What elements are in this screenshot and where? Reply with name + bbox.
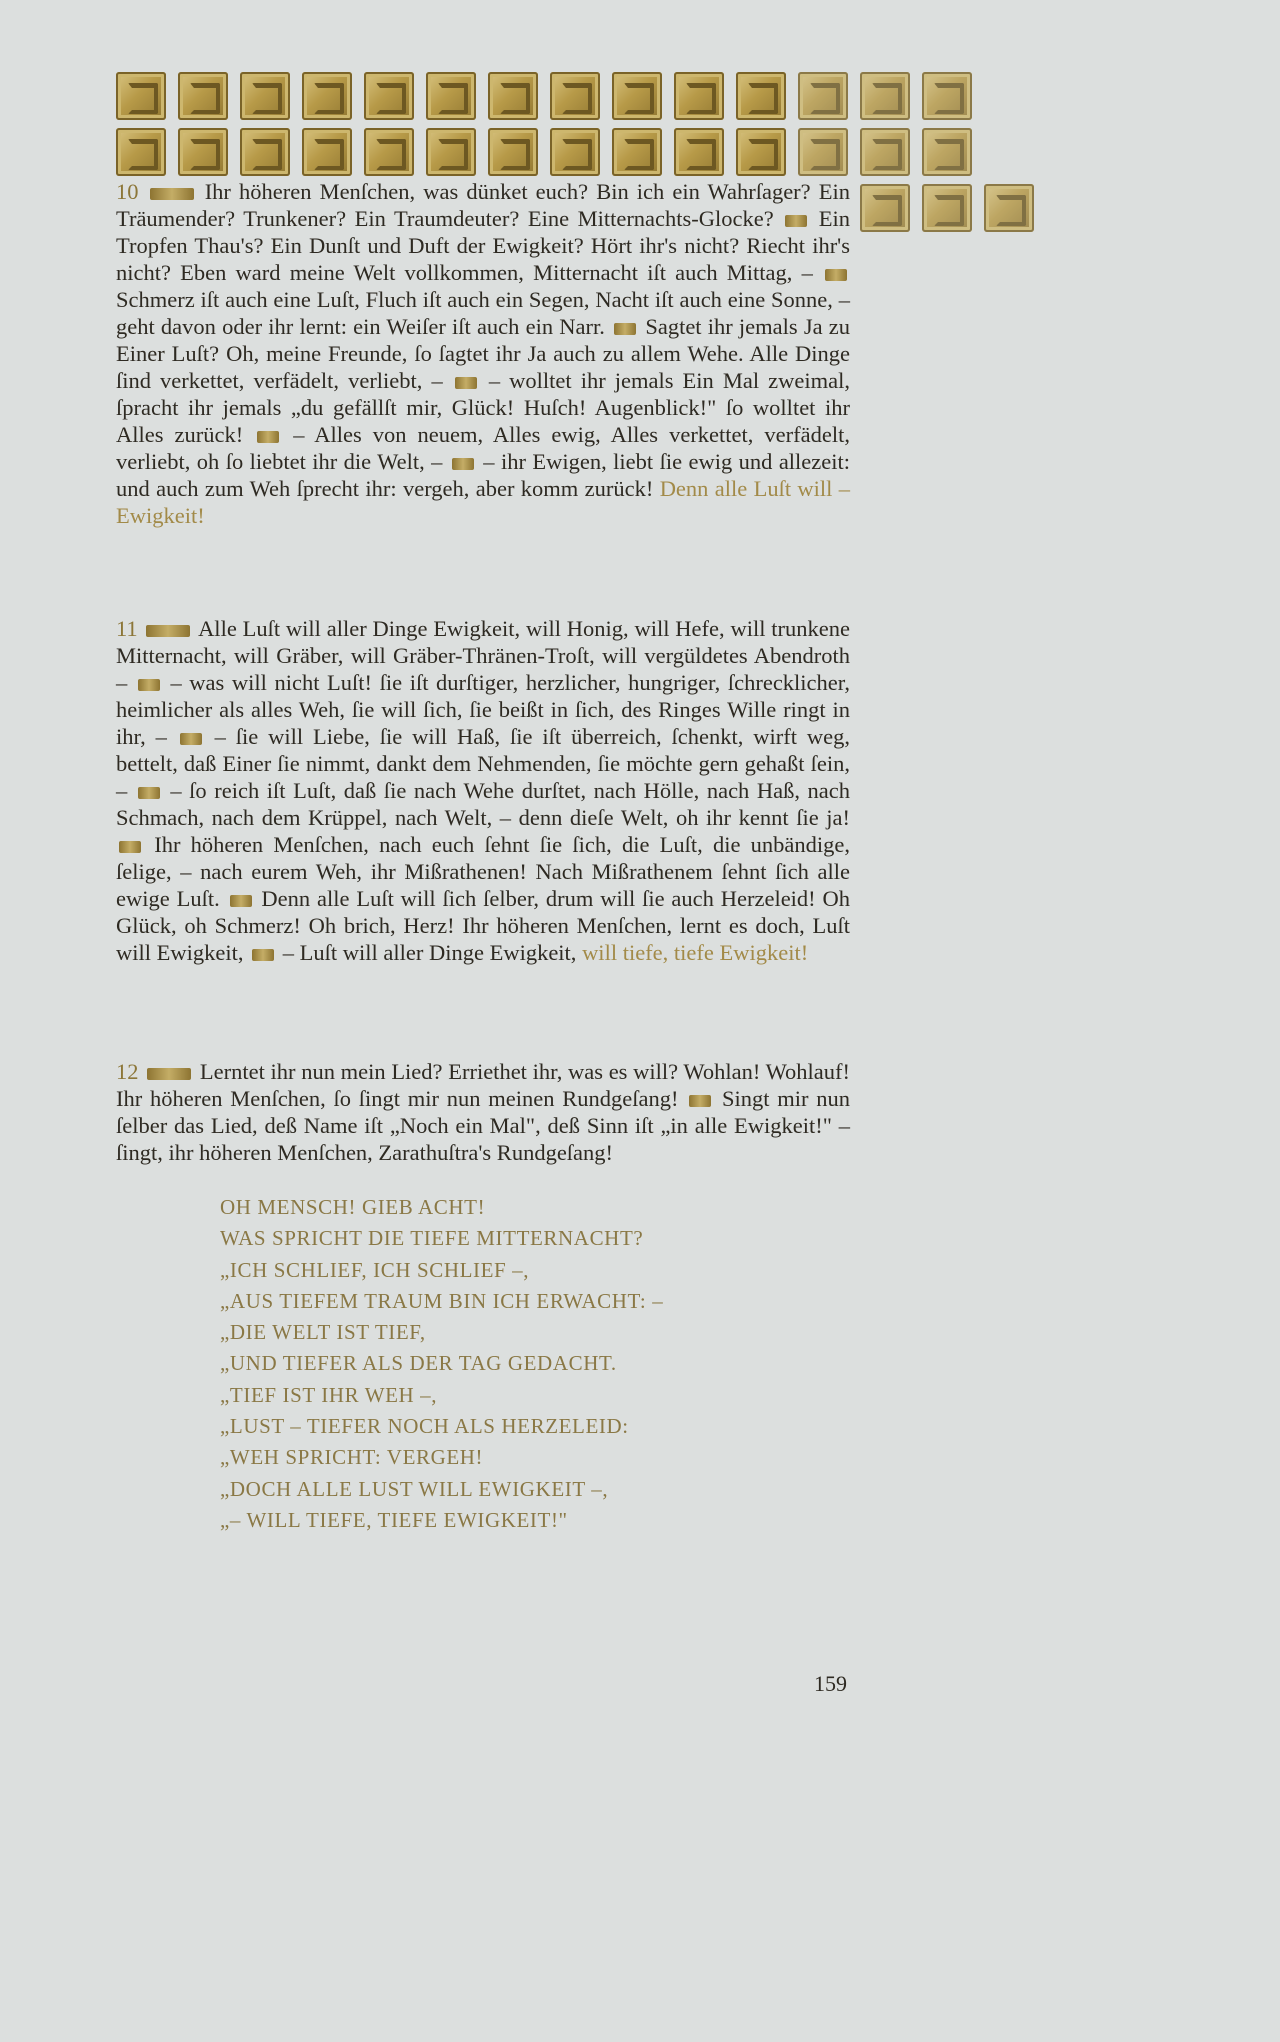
greek-key-tile-icon [860,72,910,120]
greek-key-tile-icon [302,128,352,176]
paragraph-text: – ſie will Liebe, ſie will Haß, ſie iſt überreich, ſchenkt, wirft weg, bettelt, daß Einer ſie nimmt, dankt dem Nehmenden, ſie möchte gern gehaßt ſein, – [116,724,851,803]
paragraph-text: – was will nicht Luſt! ſie iſt durſtiger, herzlicher, hungriger, ſchrecklicher, heimlicher als alles Weh, ſie will ſich, ſie beißt in ſich, des Ringes Wille ringt in ihr, – [116,670,851,749]
hand-mark-icon [825,269,847,281]
hand-mark-icon [180,733,202,745]
verse-line: „DIE WELT IST TIEF, [220,1320,426,1345]
hand-mark-icon [452,458,474,470]
paragraph-text: Denn alle Luſt will ſich ſelber, drum will ſie auch Herzeleid! Oh Glück, oh Schmerz! Oh brich, Herz! Ihr höheren Menſchen, lernt es doch, Luſt will Ewigkeit, [116,886,851,965]
greek-key-tile-icon [550,128,600,176]
verse-line: „ICH SCHLIEF, ICH SCHLIEF –, [220,1257,530,1282]
hand-mark-icon [138,787,160,799]
paragraph-text: Schmerz iſt auch eine Luſt, Fluch iſt auch ein Segen, Nacht iſt auch eine Sonne, – geht davon oder ihr lernt: ein Weiſer iſt auch ein Narr. [116,287,850,339]
greek-key-tile-icon [364,128,414,176]
verse-line: „TIEF IST IHR WEH –, [220,1382,438,1407]
greek-key-tile-icon [302,72,352,120]
greek-key-tile-icon [736,128,786,176]
hand-mark-icon [119,841,141,853]
section-12-paragraph [116,1058,850,1166]
midnight-song-verse [220,1192,840,1536]
greek-key-tile-icon [364,72,414,120]
hand-mark-icon [455,377,477,389]
verse-line: „– WILL TIEFE, TIEFE EWIGKEIT!" [220,1507,568,1532]
paragraph-text: Ihr höheren Menſchen, was dünket euch? Bin ich ein Wahrſager? Ein Träumender? Trunkener? Ein Traumdeuter? Eine Mitternachts-Glocke? [116,179,850,231]
hand-mark-icon [147,1068,191,1080]
greek-key-tile-icon [178,128,228,176]
hand-mark-icon [257,431,279,443]
gold-refrain: Denn alle Luſt will – Ewigkeit! [116,476,850,528]
greek-key-tile-icon [426,128,476,176]
verse-line: OH MENSCH! GIEB ACHT! [220,1195,486,1219]
greek-key-tile-icon [488,128,538,176]
paragraph-text: Alle Luſt will aller Dinge Ewigkeit, will Honig, will Hefe, will trunkene Mitternacht, will Gräber, will Gräber-Thränen-Troſt, will vergüldetes Abendroth – [116,616,850,695]
greek-key-tile-icon [426,72,476,120]
paragraph-text: Singt mir nun ſelber das Lied, deß Name iſt „Noch ein Mal", deß Sinn iſt „in alle Ewigkeit!" – ſingt, ihr höheren Menſchen, Zarathuſtra's Rundgeſang! [116,1086,850,1165]
greek-key-tile-icon [798,72,848,120]
paragraph-text: Sagtet ihr jemals Ja zu Einer Luſt? Oh, meine Freunde, ſo ſagtet ihr Ja auch zu allem Wehe. Alle Dinge ſind verkettet, verfädelt, verliebt, – [116,314,851,393]
hand-mark-icon [785,215,807,227]
greek-key-tile-icon [116,128,166,176]
section-number: 12 [116,1059,139,1084]
greek-key-tile-icon [488,72,538,120]
verse-line: „LUST – TIEFER NOCH ALS HERZELEID: [220,1414,629,1439]
greek-key-tile-icon [860,184,910,232]
hand-mark-icon [614,323,636,335]
greek-key-tile-icon [674,128,724,176]
verse-line: „DOCH ALLE LUST WILL EWIGKEIT –, [220,1476,609,1501]
hand-mark-icon [138,679,160,691]
paragraph-text: – ſo reich iſt Luſt, daß ſie nach Wehe durſtet, nach Hölle, nach Haß, nach Schmach, nach dem Krüppel, nach Welt, – denn dieſe Welt, oh ihr kennt ſie ja! [116,778,851,830]
greek-key-tile-icon [550,72,600,120]
greek-key-tile-icon [984,184,1034,232]
greek-key-tile-icon [922,72,972,120]
hand-mark-icon [252,949,274,961]
paragraph-text: Ein Tropfen Thau's? Ein Dunſt und Duft der Ewigkeit? Hört ihr's nicht? Riecht ihr's nicht? Eben ward meine Welt vollkommen, Mitternacht iſt auch Mittag, – [116,206,850,285]
greek-key-tile-icon [922,128,972,176]
greek-key-tile-icon [612,128,662,176]
greek-key-tile-icon [798,128,848,176]
verse-line: WAS SPRICHT DIE TIEFE MITTERNACHT? [220,1226,644,1251]
greek-key-tile-icon [736,72,786,120]
greek-key-tile-icon [612,72,662,120]
greek-key-tile-icon [674,72,724,120]
hand-mark-icon [150,188,194,200]
hand-mark-icon [146,625,190,637]
hand-mark-icon [230,895,252,907]
paragraph-text: – ihr Ewigen, liebt ſie ewig und allezeit: und auch zum Weh ſprecht ihr: vergeh, aber komm zurück! [116,449,851,501]
greek-key-tile-icon [116,72,166,120]
paragraph-text: Lerntet ihr nun mein Lied? Erriethet ihr, was es will? Wohlan! Wohlauf! Ihr höheren Menſchen, ſo ſingt mir nun meinen Rundgeſang! [116,1059,850,1111]
hand-mark-icon [689,1095,711,1107]
greek-key-tile-icon [922,184,972,232]
verse-line: „AUS TIEFEM TRAUM BIN ICH ERWACHT: – [220,1288,664,1313]
page-number: 159 [814,1671,847,1696]
section-number: 11 [116,616,138,641]
gold-refrain: will tiefe, tiefe Ewigkeit! [582,940,809,965]
verse-line: „UND TIEFER ALS DER TAG GEDACHT. [220,1351,617,1376]
paragraph-text: – Luſt will aller Dinge Ewigkeit, [282,940,577,965]
greek-key-tile-icon [240,72,290,120]
greek-key-tile-icon [178,72,228,120]
paragraph-text: – wolltet ihr jemals Ein Mal zweimal, ſpracht ihr jemals „du gefällſt mir, Glück! Huſch! Augenblick!" ſo wolltet ihr Alles zurück! [116,368,850,447]
greek-key-tile-icon [240,128,290,176]
section-11-paragraph [116,615,850,966]
verse-line: „WEH SPRICHT: VERGEH! [220,1445,484,1470]
paragraph-text: Ihr höheren Menſchen, nach euch ſehnt ſie ſich, die Luſt, die unbändige, ſelige, – nach eurem Weh, ihr Mißrathenen! Nach Mißrathenem ſehnt ſich alle ewige Luſt. [116,832,851,911]
paragraph-text: – Alles von neuem, Alles ewig, Alles verkettet, verfädelt, verliebt, oh ſo liebtet ihr die Welt, – [116,422,850,474]
greek-key-tile-icon [860,128,910,176]
section-10-paragraph [116,178,850,529]
section-number: 10 [116,179,139,204]
